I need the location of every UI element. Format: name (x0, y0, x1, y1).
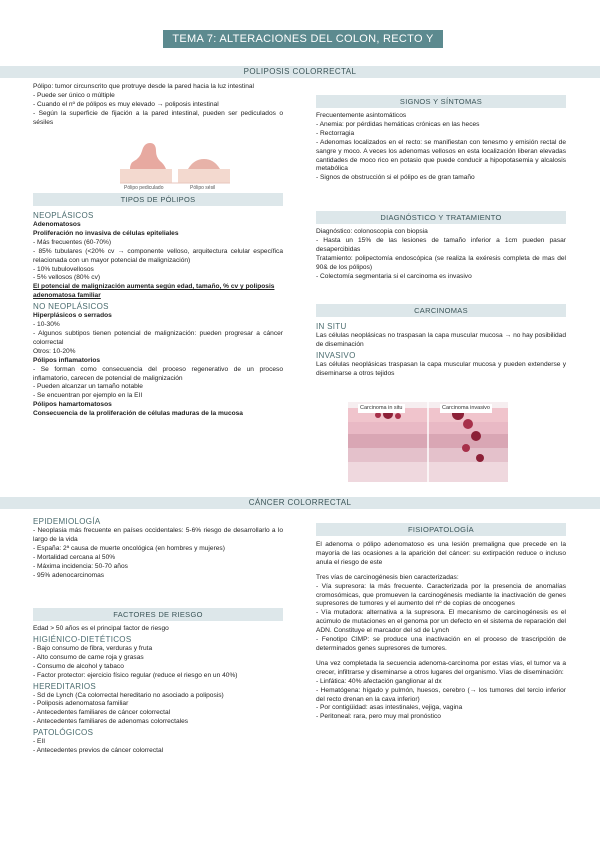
text-line: - 10-30% (33, 321, 60, 329)
text-line: - Rectorragia (316, 129, 355, 137)
text-line: - Algunos subtipos tienen potencial de malignización: pueden progresar a cáncer colorrectal (33, 329, 283, 346)
text-line: Frecuentemente asintomáticos (316, 112, 407, 119)
figure-label: Carcinoma in situ (360, 405, 403, 411)
text-line: Las células neoplásicas no traspasan la capa muscular mucosa → no hay posibilidad de diseminación (316, 332, 566, 348)
text-line: - Vía supresora: la más frecuente. Caracterizada por la presencia de anomalías cromosómicas, que promueven la carcinogénesis mediante la inactivación de genes supresores de tumores y el aumento del nº de copias de oncogenes (316, 582, 566, 608)
subheading: HEREDITARIOS (33, 681, 97, 691)
text-line: Pólipos hamartomatosos (33, 401, 112, 409)
text-line: Diagnóstico: colonoscopia con biopsia (316, 228, 428, 235)
section-band-poliposis: POLIPOSIS COLORRECTAL (0, 66, 600, 78)
text-line: - Adenomas localizados en el recto: se manifiestan con tenesmo y emisión rectal de sangre y moco. A veces los adenomas vellosos en esta localización liberan elevadas cantidades de moco rico en potasio que puede conducir a hipopotasemia y alcalosis metabólica (316, 138, 566, 173)
carcinomas (316, 321, 566, 379)
section-band-factores: FACTORES DE RIESGO (33, 608, 283, 621)
text-line: Otros: 10-20% (33, 347, 76, 355)
subheading: NO NEOPLÁSICOS (33, 302, 109, 312)
text-line: - Consumo de alcohol y tabaco (33, 662, 124, 670)
text-line: Una vez completada la secuencia adenoma-carcinoma por estas vías, el tumor va a crecer, infiltrarse y diseminarse a otros lugares del organismo. Vías de diseminación: (316, 659, 566, 676)
text-line: - Poliposis adenomatosa familiar (33, 700, 129, 708)
text-line: - Hematógena: hígado y pulmón, huesos, cerebro (→ los tumores del tercio inferior del recto drenan en la cava inferior) (316, 686, 566, 703)
page-title: TEMA 7: ALTERACIONES DEL COLON, RECTO Y ANO (163, 30, 443, 48)
text-line: - EII (33, 738, 46, 746)
text-line: - Antecedentes previos de cáncer colorrectal (33, 747, 164, 755)
text-line: - Bajo consumo de fibra, verduras y fruta (33, 644, 153, 652)
subheading: EPIDEMIOLOGÍA (33, 517, 101, 526)
figure-label: Pólipo sésil (190, 185, 216, 191)
subheading: IN SITU (316, 322, 347, 331)
text-line: - Antecedentes familiares de cáncer colorrectal (33, 709, 171, 717)
text-line: - Se encuentran por ejemplo en la EII (33, 392, 143, 400)
text-line: Tres vías de carcinogénesis bien caracterizadas: (316, 573, 459, 581)
figure-label: Carcinoma invasivo (442, 405, 490, 411)
section-band-cancer: CÁNCER COLORRECTAL (0, 497, 600, 509)
text-line: - Se forman como consecuencia del proceso regenerativo de un proceso inflamatorio, carecen de potencial de malignización (33, 365, 283, 382)
factores-riesgo (33, 625, 283, 756)
text-line: Adenomatosos (33, 221, 81, 228)
section-band-tipos: TIPOS DE PÓLIPOS (33, 193, 283, 206)
text-line: - Más frecuentes (60-70%) (33, 238, 112, 246)
text-line: Tratamiento: polipectomía endoscópica (se realiza la exéresis completa de mas del 90& de los pólipos) (316, 254, 566, 271)
text-line: - Según la superficie de fijación a la pared intestinal, pueden ser pediculados o sésiles (33, 109, 283, 126)
text-line: - 95% adenocarcinomas (33, 571, 105, 579)
text-line: - Puede ser único o múltiple (33, 91, 115, 99)
section-band-diagnostico: DIAGNÓSTICO Y TRATAMIENTO (316, 211, 566, 224)
carcinoma-illustration (348, 402, 508, 482)
text-line: - Pueden alcanzar un tamaño notable (33, 383, 143, 391)
text-line: Proliferación no invasiva de células epiteliales (33, 229, 179, 237)
text-line: - Por contigüidad: asas intestinales, vejiga, vagina (316, 704, 463, 712)
text-line: - Máxima incidencia: 50-70 años (33, 562, 128, 570)
text-line: Pólipos inflamatorios (33, 356, 101, 364)
section-band-fisiopatologia: FISIOPATOLOGÍA (316, 523, 566, 536)
text-line: Hiperplásicos o serrados (33, 312, 112, 320)
text-line: - Sd de Lynch (Ca colorrectal hereditario no asociado a poliposis) (33, 691, 224, 699)
text-line: Las células neoplásicas traspasan la capa muscular mucosa y pueden extenderse y diseminarse a otros tejidos (316, 360, 566, 377)
text-line: Pólipo: tumor circunscrito que protruye desde la pared hacia la luz intestinal (33, 83, 255, 90)
subheading: HIGIÉNICO-DIETÉTICOS (33, 634, 132, 644)
tipos-polipos (33, 210, 283, 419)
signos-sintomas (316, 112, 566, 183)
text-line: - 10% tubulovellosos (33, 265, 94, 273)
text-line: - Hasta un 15% de las lesiones de tamaño inferior a 1cm pueden pasar desapercibidas (316, 236, 566, 253)
text-line: - 85% tubulares (<20% cv → componente velloso, arquitectura celular específica relacionada con un mayor potencial de malignización) (33, 247, 283, 264)
subheading: NEOPLÁSICOS (33, 211, 94, 220)
fisiopatologia (316, 541, 566, 722)
text-line: - Antecedentes familiares de adenomas colorrectales (33, 718, 189, 726)
text-line: - Factor protector: ejercicio físico regular (reduce el riesgo en un 40%) (33, 671, 238, 679)
text-line: - España: 2ª causa de muerte oncológica (en hombres y mujeres) (33, 544, 225, 552)
text-line: - Vía mutadora: alternativa a la supresora. El mecanismo de carcinogénesis es el acúmulo de mutaciones en el genoma por un defecto en el sistema de reparación del ADN. Constituye el marcador del sd de Lynch (316, 609, 566, 635)
section-band-carcinomas: CARCINOMAS (316, 304, 566, 317)
subheading: PATOLÓGICOS (33, 728, 94, 738)
text-line: - Peritoneal: rara, pero muy mal pronóstico (316, 713, 441, 721)
text-line: - Colectomía segmentaria si el carcinoma es invasivo (316, 272, 472, 280)
text-line: - Mortalidad cercana al 50% (33, 553, 116, 561)
text-line: El potencial de malignización aumenta según edad, tamaño, % cv y poliposis adenomatosa familiar (33, 283, 275, 300)
section-band-signos: SIGNOS Y SÍNTOMAS (316, 95, 566, 108)
poliposis-intro (33, 83, 283, 128)
text-line: - Linfática: 40% afectación ganglionar al dx (316, 677, 442, 685)
figure-label: Pólipo pediculado (124, 185, 164, 191)
diagnostico-tratamiento (316, 228, 566, 281)
subheading: INVASIVO (316, 350, 356, 360)
text-line: Consecuencia de la proliferación de células maduras de la mucosa (33, 410, 243, 418)
text-line: - Signos de obstrucción si el pólipo es de gran tamaño (316, 174, 475, 182)
text-line: - Fenotipo CIMP: se produce una inactivación en el proceso de trascripción de determinados genes supresores de tumores. (316, 636, 566, 652)
text-line: Edad > 50 años es el principal factor de riesgo (33, 625, 169, 632)
text-line: - 5% vellosos (80% cv) (33, 274, 101, 282)
epidemiologia (33, 516, 283, 580)
text-line: El adenoma o pólipo adenomatoso es una lesión premaligna que precede en la mayoría de las ocasiones a la aparición del cáncer: su extirpación reduce o incluso anula el riesgo de este (316, 541, 566, 566)
text-line: - Neoplasia más frecuente en países occidentales: 5-6% riesgo de desarrollarlo a lo largo de la vida (33, 527, 283, 543)
text-line: - Cuando el nº de pólipos es muy elevado → poliposis intestinal (33, 100, 219, 108)
text-line: - Anemia: por pérdidas hemáticas crónicas en las heces (316, 120, 480, 128)
text-line: - Alto consumo de carne roja y grasas (33, 653, 144, 661)
